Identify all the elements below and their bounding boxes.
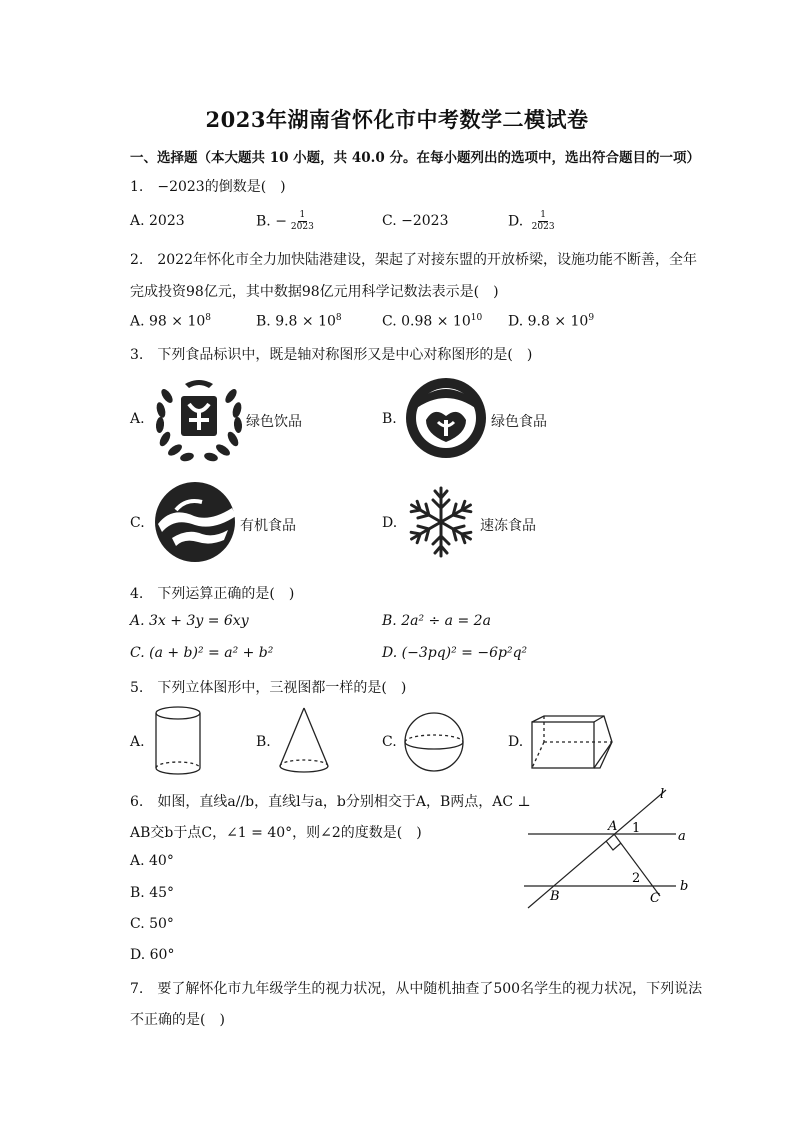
- q2-d-base: D. 9.8 × 10: [508, 313, 589, 330]
- q5-option-c: C.: [382, 734, 397, 750]
- point-C: C: [650, 891, 660, 906]
- q2-b-base: B. 9.8 × 10: [256, 313, 336, 330]
- q5-option-d: D.: [508, 734, 524, 750]
- q2-option-c: [382, 313, 482, 330]
- q5-stem: 5. 下列立体图形中，三视图都一样的是( ): [130, 680, 407, 696]
- q6-option-b: B. 45°: [130, 885, 175, 901]
- line-l: [528, 790, 666, 908]
- right-angle-mark: [606, 841, 621, 850]
- label-b: b: [680, 879, 689, 894]
- q3-option-c-letter: C.: [130, 515, 145, 531]
- q3-option-a-label: 绿色饮品: [246, 414, 302, 430]
- q2-a-base: A. 98 × 10: [130, 313, 206, 330]
- q1-option-c: C. −2023: [382, 213, 449, 229]
- q6-stem-line2: AB交b于点C，∠1 = 40°，则∠2的度数是( ): [130, 825, 422, 841]
- q6-option-d: D. 60°: [130, 947, 175, 963]
- q2-option-a: [130, 313, 211, 330]
- q2-option-d: [508, 313, 594, 330]
- q1-option-b: [256, 210, 316, 233]
- q3-stem: 3. 下列食品标识中，既是轴对称图形又是中心对称图形的是( ): [130, 347, 533, 363]
- snowflake-icon: [404, 484, 478, 560]
- q1-b-denominator: 2023: [290, 222, 314, 232]
- q5-option-a: A.: [130, 734, 145, 750]
- q3-option-b-letter: B.: [382, 411, 397, 427]
- q1-option-b-fraction: [289, 210, 316, 233]
- q5-option-b: B.: [256, 734, 271, 750]
- q4-option-d: D. (−3pq)² = −6p²q²: [382, 645, 528, 661]
- q1-b-numerator: 1: [299, 210, 306, 220]
- section-heading: 一、选择题（本大题共 10 小题，共 40.0 分。在每小题列出的选项中，选出符合题目的一项）: [130, 150, 700, 166]
- q2-b-exp: 8: [335, 313, 342, 323]
- green-drink-logo: [153, 374, 245, 464]
- q1-option-b-prefix: B. −: [256, 213, 287, 230]
- q6-option-a: A. 40°: [130, 853, 174, 869]
- q2-c-base: C. 0.98 × 10: [382, 313, 471, 330]
- label-l: l: [660, 787, 665, 802]
- cylinder-figure: [152, 704, 204, 778]
- q1-d-numerator: 1: [540, 210, 546, 220]
- green-food-logo: [404, 376, 488, 460]
- q1-option-a: A. 2023: [130, 213, 185, 229]
- sphere-figure: [402, 710, 466, 774]
- q3-option-a-letter: A.: [130, 411, 145, 427]
- organic-food-logo: [152, 480, 238, 564]
- q1-option-d-prefix: D.: [508, 213, 528, 230]
- q7-stem-line1: 7. 要了解怀化市九年级学生的视力状况，从中随机抽查了500名学生的视力状况，下列说法: [130, 981, 703, 997]
- q2-stem-line2: 完成投资98亿元，其中数据98亿元用科学记数法表示是( ): [130, 284, 499, 300]
- q2-stem-line1: 2. 2022年怀化市全力加快陆港建设，架起了对接东盟的开放桥梁，设施功能不断善，全年: [130, 252, 697, 268]
- parallel-lines-figure: [520, 784, 700, 910]
- q3-option-d-letter: D.: [382, 515, 398, 531]
- angle-1: 1: [632, 821, 641, 836]
- q3-option-d-label: 速冻食品: [480, 518, 536, 534]
- q7-stem-line2: 不正确的是( ): [130, 1012, 225, 1028]
- q3-option-c-label: 有机食品: [240, 518, 296, 534]
- cone-figure: [276, 704, 332, 778]
- q4-option-a: A. 3x + 3y = 6xy: [130, 613, 249, 629]
- point-A: A: [608, 819, 618, 834]
- q6-stem-line1: 6. 如图，直线a//b，直线l与a，b分别相交于A，B两点，AC ⊥: [130, 794, 531, 810]
- q1-d-denominator: 2023: [531, 222, 555, 232]
- q4-option-c: C. (a + b)² = a² + b²: [130, 645, 274, 661]
- page-title: 2023年湖南省怀化市中考数学二模试卷: [205, 107, 589, 132]
- q2-d-exp: 9: [588, 313, 595, 323]
- q1-option-d: [508, 210, 557, 233]
- q1-option-d-fraction: [530, 210, 557, 233]
- q2-option-b: [256, 313, 342, 330]
- q2-c-exp: 10: [470, 313, 483, 323]
- angle-2: 2: [632, 871, 641, 886]
- label-a: a: [678, 829, 686, 844]
- q6-option-c: C. 50°: [130, 916, 174, 932]
- q4-option-b: B. 2a² ÷ a = 2a: [382, 613, 491, 629]
- q4-stem: 4. 下列运算正确的是( ): [130, 586, 295, 602]
- q3-option-b-label: 绿色食品: [491, 414, 547, 430]
- q2-a-exp: 8: [205, 313, 212, 323]
- triangular-prism-figure: [528, 712, 614, 772]
- q1-stem: 1. −2023的倒数是( ): [130, 179, 286, 195]
- point-B: B: [550, 889, 560, 904]
